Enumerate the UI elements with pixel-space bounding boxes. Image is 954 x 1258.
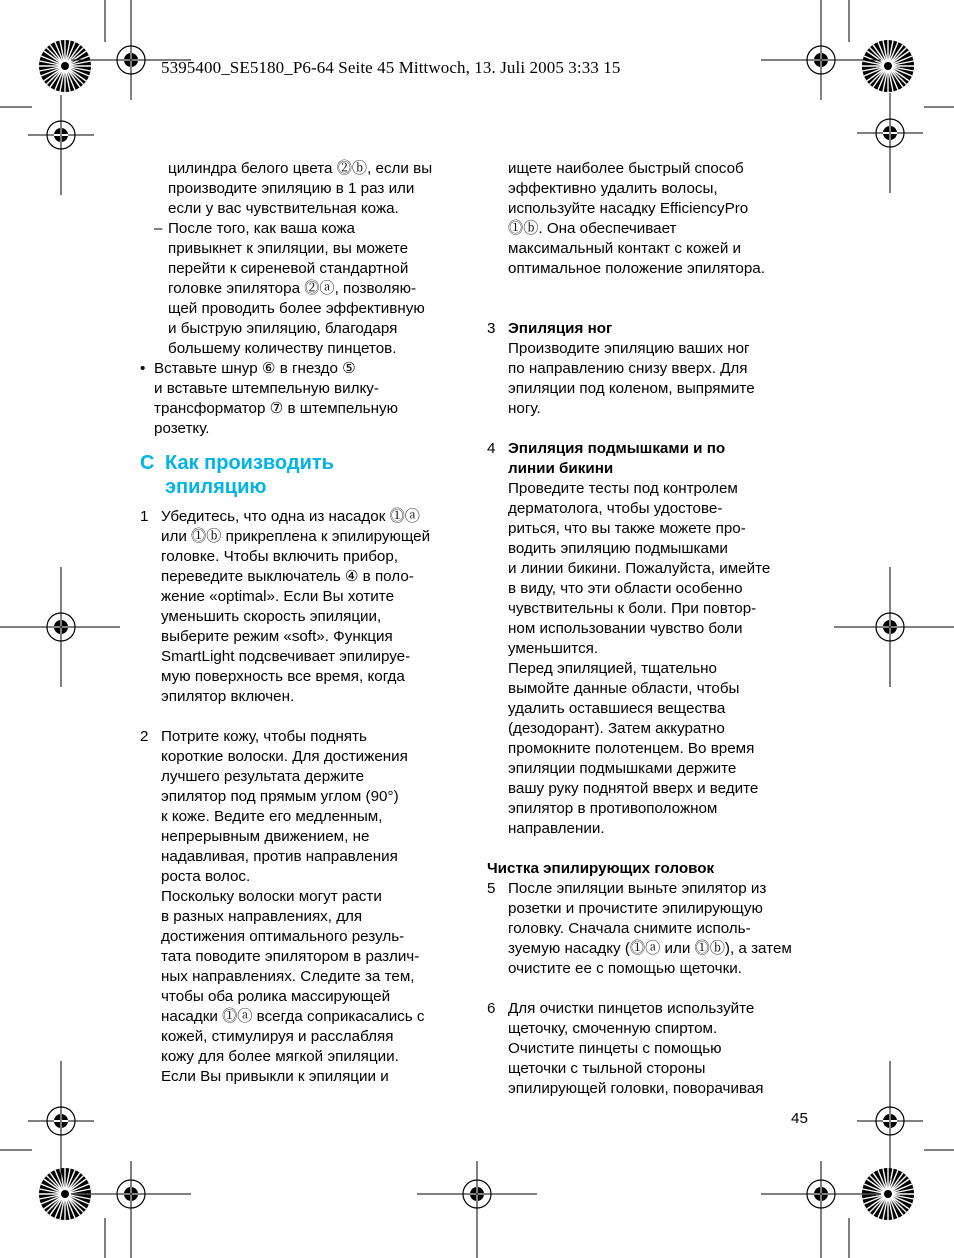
text-line: Убедитесь, что одна из насадок ⓵ⓐ <box>161 508 420 525</box>
text-line: чтобы оба ролика массирующей <box>161 988 391 1005</box>
text-line: короткие волоски. Для достижения <box>161 748 408 765</box>
dash-list-item <box>140 219 470 359</box>
text-line: Вставьте шнур ⑥ в гнездо ⑤ <box>154 360 356 377</box>
text-line: эпилятор в противоположном <box>508 800 718 817</box>
text-line: щей проводить более эффективную <box>168 300 425 317</box>
text-line: вымойте данные области, чтобы <box>508 680 740 697</box>
left-column <box>140 159 470 1087</box>
text-line: ищете наиболее быстрый способ <box>508 160 744 177</box>
text-line: и быструю эпиляцию, благодаря <box>168 320 398 337</box>
text-line: если у вас чувствительная кожа. <box>168 200 399 217</box>
text-line: розетку. <box>154 420 210 437</box>
text-line: эпиляции под коленом, выпрямите <box>508 380 755 397</box>
text-line: по направлению снизу вверх. Для <box>508 360 748 377</box>
text-line: используйте насадку EfficiencyPro <box>508 200 749 217</box>
text-line: очистите ее с помощью щеточки. <box>508 960 742 977</box>
text-line: Перед эпиляцией, тщательно <box>508 660 717 677</box>
text-line: розетки и прочистите эпилирующую <box>508 900 763 917</box>
item-title: Эпиляция ног <box>508 320 613 337</box>
text-line: щеточки с тыльной стороны <box>508 1060 706 1077</box>
item-number: 1 <box>140 508 149 525</box>
text-line: (дезодорант). Затем аккуратно <box>508 720 725 737</box>
item-number: 3 <box>487 320 496 337</box>
text-line: уменьшится. <box>508 640 599 657</box>
item-number: 4 <box>487 440 496 457</box>
text-line: перейти к сиреневой стандартной <box>168 260 409 277</box>
text-line: ном использовании чувство боли <box>508 620 743 637</box>
text-line: Если Вы привыкли к эпиляции и <box>161 1068 389 1085</box>
text-line: водить эпиляцию подмышками <box>508 540 728 557</box>
cleaning-heading: Чистка эпилирующих головок <box>487 860 715 877</box>
numbered-item-5 <box>487 879 817 979</box>
text-line: чувствительны к боли. При повтор- <box>508 600 757 617</box>
text-line: жение «optimal». Если Вы хотите <box>161 588 395 605</box>
right-column <box>487 159 817 1099</box>
text-line: Потрите кожу, чтобы поднять <box>161 728 367 745</box>
text-line: непрерывным движением, не <box>161 828 370 845</box>
text-line: дерматолога, чтобы удостове- <box>508 500 723 517</box>
numbered-item-3 <box>487 319 817 419</box>
text-line: ногу. <box>508 400 541 417</box>
text-line: головке. Чтобы включить прибор, <box>161 548 399 565</box>
text-line: Для очистки пинцетов используйте <box>508 1000 755 1017</box>
text-line: максимальный контакт с кожей и <box>508 240 742 257</box>
numbered-item-4 <box>487 439 817 839</box>
section-title-line: Как производить <box>165 452 334 474</box>
text-line: Очистите пинцеты с помощью <box>508 1040 722 1057</box>
text-line: щеточку, смоченную спиртом. <box>508 1020 718 1037</box>
text-line: и вставьте штемпельную вилку- <box>154 380 379 397</box>
text-line: кожей, стимулируя и расслабляя <box>161 1028 394 1045</box>
text-line: удалить оставшиеся вещества <box>508 700 726 717</box>
numbered-item-1 <box>140 507 470 707</box>
text-line: направлении. <box>508 820 605 837</box>
text-line: надавливая, против направления <box>161 848 398 865</box>
item-number: 2 <box>140 728 149 745</box>
text-line: роста волос. <box>161 868 251 885</box>
text-line: Производите эпиляцию ваших ног <box>508 340 750 357</box>
text-line: большему количеству пинцетов. <box>168 340 397 357</box>
section-title-line: эпиляцию <box>165 476 267 498</box>
text-line: эпиляции подмышками держите <box>508 760 737 777</box>
text-line: эффективно удалить волосы, <box>508 180 718 197</box>
text-line: эпилятор под прямым углом (90°) <box>161 788 399 805</box>
text-line: переведите выключатель ④ в поло- <box>161 568 414 585</box>
item-title: линии бикини <box>508 460 614 477</box>
text-line: уменьшить скорость эпиляции, <box>161 608 382 625</box>
text-line: вашу руку поднятой вверх и ведите <box>508 780 759 797</box>
print-job-header: 5395400_SE5180_P6-64 Seite 45 Mittwoch, 13. Juli 2005 3:33 15 <box>161 58 621 77</box>
text-line: После эпиляции выньте эпилятор из <box>508 880 767 897</box>
text-line: производите эпиляцию в 1 раз или <box>168 180 415 197</box>
text-line: ных направлениях. Следите за тем, <box>161 968 415 985</box>
dash-marker: – <box>154 220 163 237</box>
text-line: к коже. Ведите его медленным, <box>161 808 383 825</box>
text-line: SmartLight подсвечивает эпилируе- <box>161 648 411 665</box>
text-line: тата поводите эпилятором в различ- <box>161 948 420 965</box>
text-line: или ⓵ⓑ прикреплена к эпилирующей <box>161 528 431 545</box>
text-line: мую поверхность все время, когда <box>161 668 405 685</box>
bullet-marker: • <box>140 360 146 377</box>
text-line: После того, как ваша кожа <box>168 220 355 237</box>
text-line: промокните полотенцем. Во время <box>508 740 755 757</box>
section-letter: C <box>140 452 155 474</box>
text-line: кожу для более мягкой эпиляции. <box>161 1048 399 1065</box>
text-line: достижения оптимального резуль- <box>161 928 405 945</box>
intro-text <box>140 159 470 219</box>
item-number: 5 <box>487 880 496 897</box>
text-line: в разных направлениях, для <box>161 908 363 925</box>
text-line: насадки ⓵ⓐ всегда соприкасались с <box>161 1008 425 1025</box>
numbered-item-6 <box>487 999 817 1099</box>
text-line: Поскольку волоски могут расти <box>161 888 382 905</box>
text-line: и линии бикини. Пожалуйста, имейте <box>508 560 771 577</box>
text-line: в виду, что эти области особенно <box>508 580 743 597</box>
numbered-item-2 <box>140 727 470 1087</box>
text-line: привыкнет к эпиляции, вы можете <box>168 240 409 257</box>
item-number: 6 <box>487 1000 496 1017</box>
text-line: головке эпилятора ⓶ⓐ, позволяю- <box>168 280 417 297</box>
text-line: оптимальное положение эпилятора. <box>508 260 765 277</box>
continued-text <box>487 159 817 279</box>
text-line: эпилирующей головки, поворачивая <box>508 1080 764 1097</box>
item-title: Эпиляция подмышками и по <box>508 440 726 457</box>
page-number: 45 <box>791 1110 808 1127</box>
text-line: риться, что вы также можете про- <box>508 520 746 537</box>
text-line: Проведите тесты под контролем <box>508 480 738 497</box>
text-line: лучшего результата держите <box>161 768 365 785</box>
bullet-list-item <box>140 359 470 439</box>
text-line: головку. Сначала снимите исполь- <box>508 920 751 937</box>
text-line: зуемую насадку (⓵ⓐ или ⓵ⓑ), а затем <box>508 940 792 957</box>
section-heading <box>140 451 470 499</box>
text-line: выберите режим «soft». Функция <box>161 628 393 645</box>
text-line: эпилятор включен. <box>161 688 295 705</box>
text-line: трансформатор ⑦ в штемпельную <box>154 400 398 417</box>
text-line: ⓵ⓑ. Она обеспечивает <box>508 220 677 237</box>
text-line: цилиндра белого цвета ⓶ⓑ, если вы <box>168 160 433 177</box>
